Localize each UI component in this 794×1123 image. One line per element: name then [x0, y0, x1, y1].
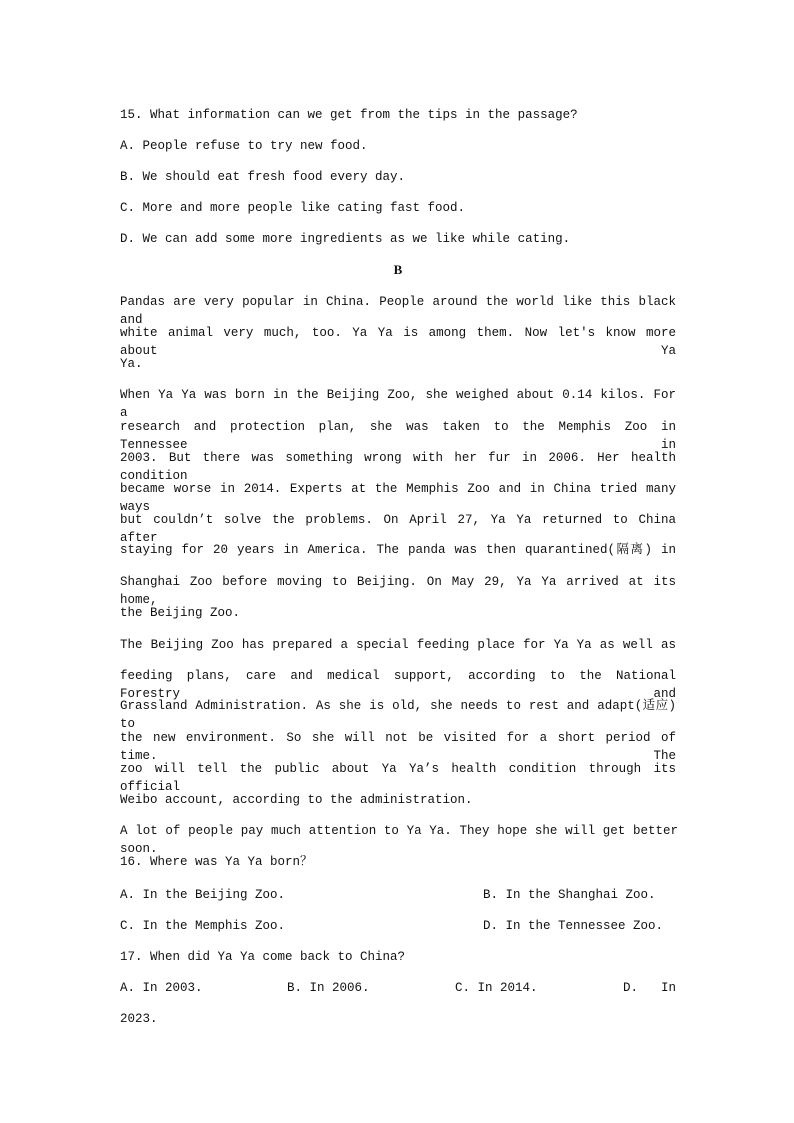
passage-line: staying for 20 years in America. The panda was then quarantined(隔离) in — [120, 543, 676, 557]
option-c: C. More and more people like cating fast food. — [120, 201, 466, 215]
option-d: D. We can add some more ingredients as we like while cating. — [120, 232, 571, 246]
options-row — [120, 886, 676, 904]
passage-line: Pandas are very popular in China. People around the world like this black and — [120, 295, 676, 327]
option-c: C. In the Memphis Zoo. — [120, 919, 286, 933]
passage-line: but couldn’t solve the problems. On April 27, Ya Ya returned to China after — [120, 513, 676, 545]
passage-line: feeding plans, care and medical support, according to the National Forestry and — [120, 669, 676, 701]
passage-line: the Beijing Zoo. — [120, 606, 241, 620]
question-text: 15. What information can we get from the tips in the passage? — [120, 108, 578, 122]
option-a: A. In 2003. — [120, 981, 203, 995]
option-b: B. We should eat fresh food every day. — [120, 170, 406, 184]
options-row — [120, 979, 676, 997]
question-text: 17. When did Ya Ya come back to China? — [120, 950, 406, 964]
section-heading: B — [393, 262, 403, 277]
option-a: A. In the Beijing Zoo. — [120, 888, 286, 902]
passage-line: Shanghai Zoo before moving to Beijing. On May 29, Ya Ya arrived at its home, — [120, 575, 676, 607]
option-a: A. People refuse to try new food. — [120, 139, 368, 153]
option-d-continued: 2023. — [120, 1012, 158, 1026]
options-row — [120, 917, 676, 935]
passage-line: Ya. — [120, 357, 143, 371]
option-b: B. In 2006. — [287, 981, 370, 995]
passage-line: white animal very much, too. Ya Ya is among them. Now let's know more about Ya — [120, 326, 676, 358]
passage-line: research and protection plan, she was taken to the Memphis Zoo in Tennessee in — [120, 420, 676, 452]
passage-line: the new environment. So she will not be visited for a short period of time. The — [120, 731, 676, 763]
passage-line: became worse in 2014. Experts at the Memphis Zoo and in China tried many ways — [120, 482, 676, 514]
question-text: 16. Where was Ya Ya born？ — [120, 855, 313, 869]
option-c: C. In 2014. — [455, 981, 538, 995]
option-d: D. In the Tennessee Zoo. — [483, 919, 664, 933]
option-b: B. In the Shanghai Zoo. — [483, 888, 656, 902]
passage-line: When Ya Ya was born in the Beijing Zoo, she weighed about 0.14 kilos. For a — [120, 388, 676, 420]
passage-line: The Beijing Zoo has prepared a special feeding place for Ya Ya as well as — [120, 638, 676, 652]
option-d-text: In — [661, 981, 677, 995]
passage-line: Grassland Administration. As she is old, she needs to rest and adapt(适应) to — [120, 699, 676, 731]
passage-line: 2003. But there was something wrong with her fur in 2006. Her health condition — [120, 451, 676, 483]
passage-line: A lot of people pay much attention to Ya Ya. They hope she will get better soon. — [120, 824, 678, 856]
passage-line: zoo will tell the public about Ya Ya’s health condition through its official — [120, 762, 676, 794]
passage-line: Weibo account, according to the administration. — [120, 793, 473, 807]
option-d: D. — [623, 981, 639, 995]
